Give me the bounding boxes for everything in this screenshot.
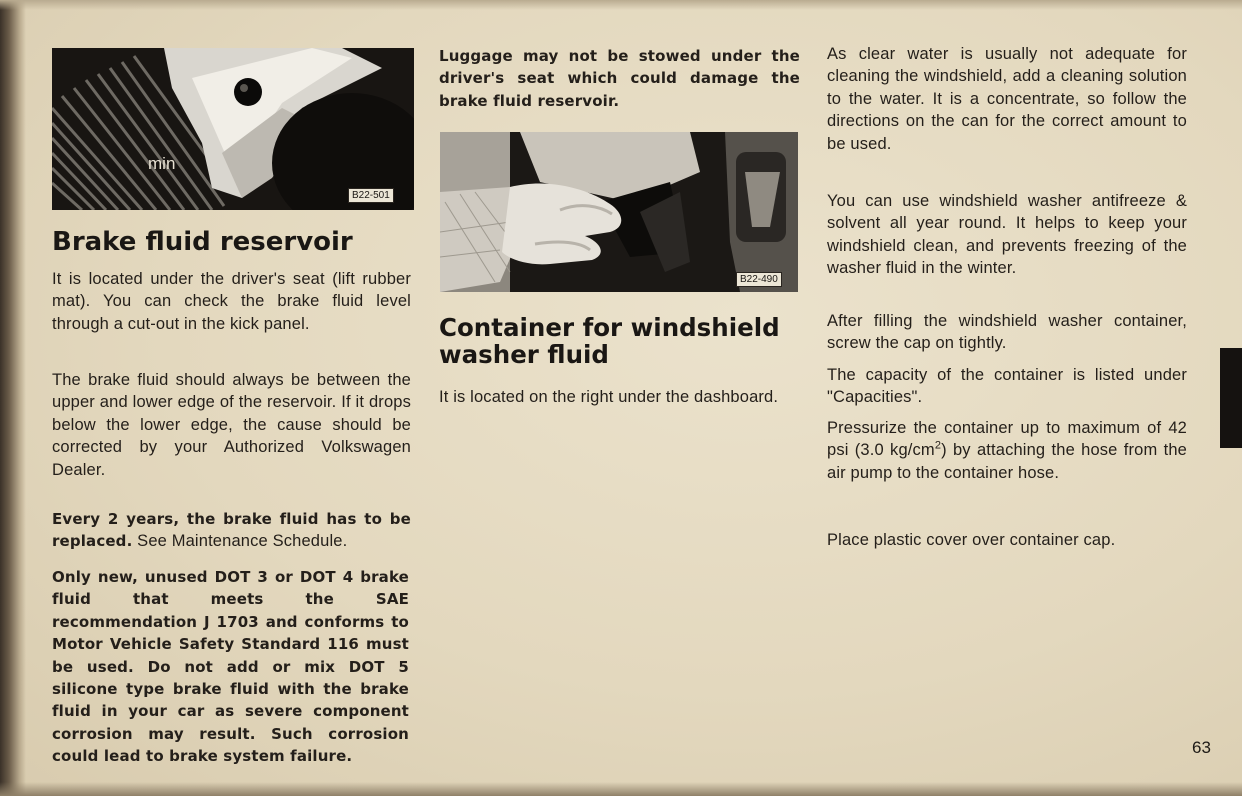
brake-fluid-replacement-bold: Every 2 years, the brake fluid has to be replaced. <box>52 510 411 551</box>
luggage-warning-text: Luggage may not be stowed under the driver's seat which could damage the brake fluid reservoir. <box>439 47 800 110</box>
brake-reservoir-photo <box>52 48 414 210</box>
pressurize-unit-superscript: 2 <box>934 439 942 452</box>
brake-fluid-level-text: The brake fluid should always be between the upper and lower edge of the reservoir. If it drops below the lower edge, the cause should be corrected by your Authorized Volkswagen Dealer. <box>52 371 411 479</box>
page-binding-shadow <box>0 0 26 796</box>
antifreeze-text: You can use windshield washer antifreeze & solvent all year round. It helps to keep your windshield clean, and prevents freezing of the washer fluid in the winter. <box>827 192 1187 278</box>
figure-code-label: B22-501 <box>348 188 394 203</box>
bottom-edge-shadow <box>0 782 1242 796</box>
figure-code-label: B22-490 <box>736 272 782 287</box>
brake-reservoir-illustration <box>52 48 414 210</box>
maintenance-schedule-reference: See Maintenance Schedule. <box>132 532 348 551</box>
top-edge-shadow <box>0 0 1242 10</box>
cleaning-solution-text: As clear water is usually not adequate for cleaning the windshield, add a cleaning solution to the water. It is a concentrate, so follow the directions on the can for the correct amount to be used. <box>827 45 1187 153</box>
capacity-reference-text: The capacity of the container is listed under "Capacities". <box>827 366 1187 407</box>
washer-container-photo <box>440 132 798 292</box>
plastic-cover-text: Place plastic cover over container cap. <box>827 531 1116 549</box>
page-number: 63 <box>1192 738 1211 757</box>
min-marker-label: min <box>148 154 176 173</box>
brake-fluid-heading: Brake fluid reservoir <box>52 227 353 257</box>
washer-container-heading: Container for windshield washer fluid <box>439 313 780 369</box>
brake-fluid-replacement-text <box>52 508 411 553</box>
brake-fluid-warning-text: Only new, unused DOT 3 or DOT 4 brake fluid that meets the SAE recommendation J 1703 and conforms to Motor Vehicle Safety Standard 116 must be used. Do not add or mix DOT 5 silicone type brake fluid with the brake fluid in your car as severe component corrosion may result. Such corrosion could lead to brake system failure. <box>52 568 409 766</box>
thumb-index-tab <box>1220 348 1242 448</box>
brake-fluid-location-text: It is located under the driver's seat (lift rubber mat). You can check the brake fluid level through a cut-out in the kick panel. <box>52 270 411 333</box>
pressurize-text-part-1: Pressurize the container up to maximum of 42 psi (3.0 kg/cm <box>827 419 1187 460</box>
washer-container-illustration <box>440 132 798 292</box>
washer-container-location-text: It is located on the right under the dashboard. <box>439 388 779 406</box>
pressurize-text-part-2: ) by attaching the hose from the air pump to the container hose. <box>827 441 1187 482</box>
pressurize-text <box>827 417 1187 484</box>
cap-tight-text: After filling the windshield washer container, screw the cap on tightly. <box>827 312 1187 353</box>
